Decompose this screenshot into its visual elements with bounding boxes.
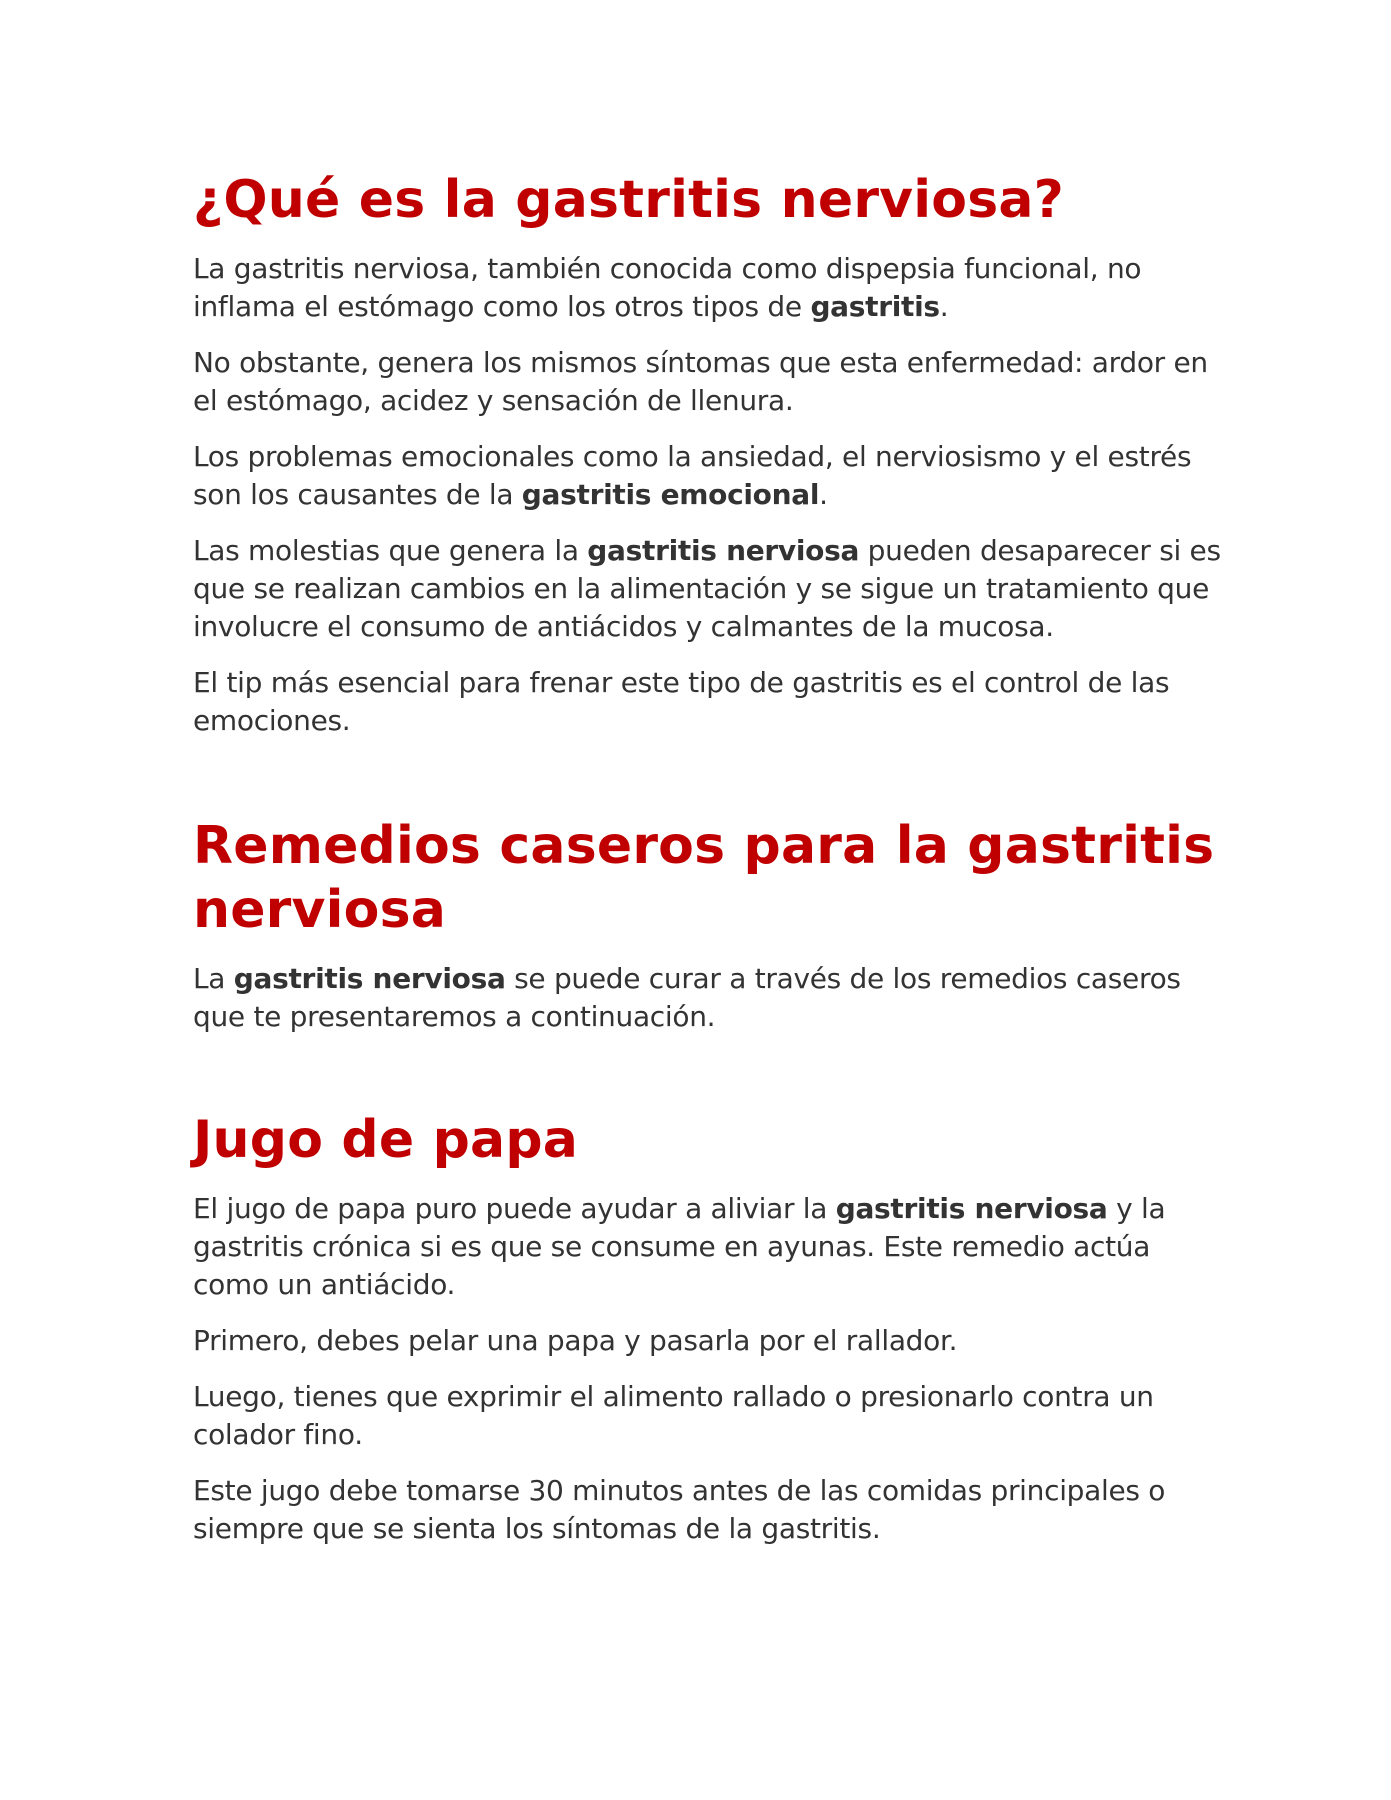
document-page xyxy=(193,168,1223,1566)
section-jugo-de-papa xyxy=(193,1108,1223,1548)
paragraph: El tip más esencial para frenar este tipo de gastritis es el control de las emociones. xyxy=(193,666,1170,737)
heading-jugo-de-papa: Jugo de papa xyxy=(193,1110,579,1170)
bold-term: gastritis emocional xyxy=(521,478,820,511)
paragraph-text: . xyxy=(819,478,828,511)
section-remedios-caseros xyxy=(193,814,1223,1036)
paragraph: Luego, tienes que exprimir el alimento rallado o presionarlo contra un colador fino. xyxy=(193,1380,1154,1451)
paragraph: Primero, debes pelar una papa y pasarla por el rallador. xyxy=(193,1324,958,1357)
bold-term: gastritis nerviosa xyxy=(587,534,860,567)
paragraph xyxy=(193,960,1223,1036)
paragraph-text: La xyxy=(193,962,234,995)
bold-term: gastritis nerviosa xyxy=(233,962,506,995)
paragraph-text: La gastritis nerviosa, también conocida como dispepsia funcional, no inflama el estómago como los otros tipos de xyxy=(193,252,1142,323)
paragraph-text: pueden desaparecer si es que se realizan cambios en la alimentación y se sigue un tratamiento que involucre el consumo de antiácidos y calmantes de la mucosa. xyxy=(193,534,1221,643)
paragraph-text: se puede curar a través de los remedios caseros que te presentaremos a continuación. xyxy=(193,962,1181,1033)
heading-remedios-caseros: Remedios caseros para la gastritis nerviosa xyxy=(193,816,1215,940)
paragraph xyxy=(193,1190,1223,1304)
paragraph-text: El jugo de papa puro puede ayudar a aliviar la xyxy=(193,1192,836,1225)
paragraph: Este jugo debe tomarse 30 minutos antes de las comidas principales o siempre que se sienta los síntomas de la gastritis. xyxy=(193,1474,1166,1545)
paragraph: No obstante, genera los mismos síntomas que esta enfermedad: ardor en el estómago, acidez y sensación de llenura. xyxy=(193,346,1208,417)
paragraph xyxy=(193,532,1223,646)
paragraph-text: Los problemas emocionales como la ansiedad, el nerviosismo y el estrés son los causantes de la xyxy=(193,440,1192,511)
heading-que-es-gastritis-nerviosa: ¿Qué es la gastritis nerviosa? xyxy=(193,170,1065,230)
paragraph-text: Las molestias que genera la xyxy=(193,534,588,567)
paragraph xyxy=(193,250,1223,326)
paragraph xyxy=(193,438,1223,514)
section-que-es xyxy=(193,168,1223,740)
paragraph-text: y la gastritis crónica si es que se consume en ayunas. Este remedio actúa como un antiácido. xyxy=(193,1192,1166,1301)
bold-term: gastritis nerviosa xyxy=(835,1192,1108,1225)
bold-term: gastritis xyxy=(810,290,940,323)
paragraph-text: . xyxy=(939,290,949,323)
